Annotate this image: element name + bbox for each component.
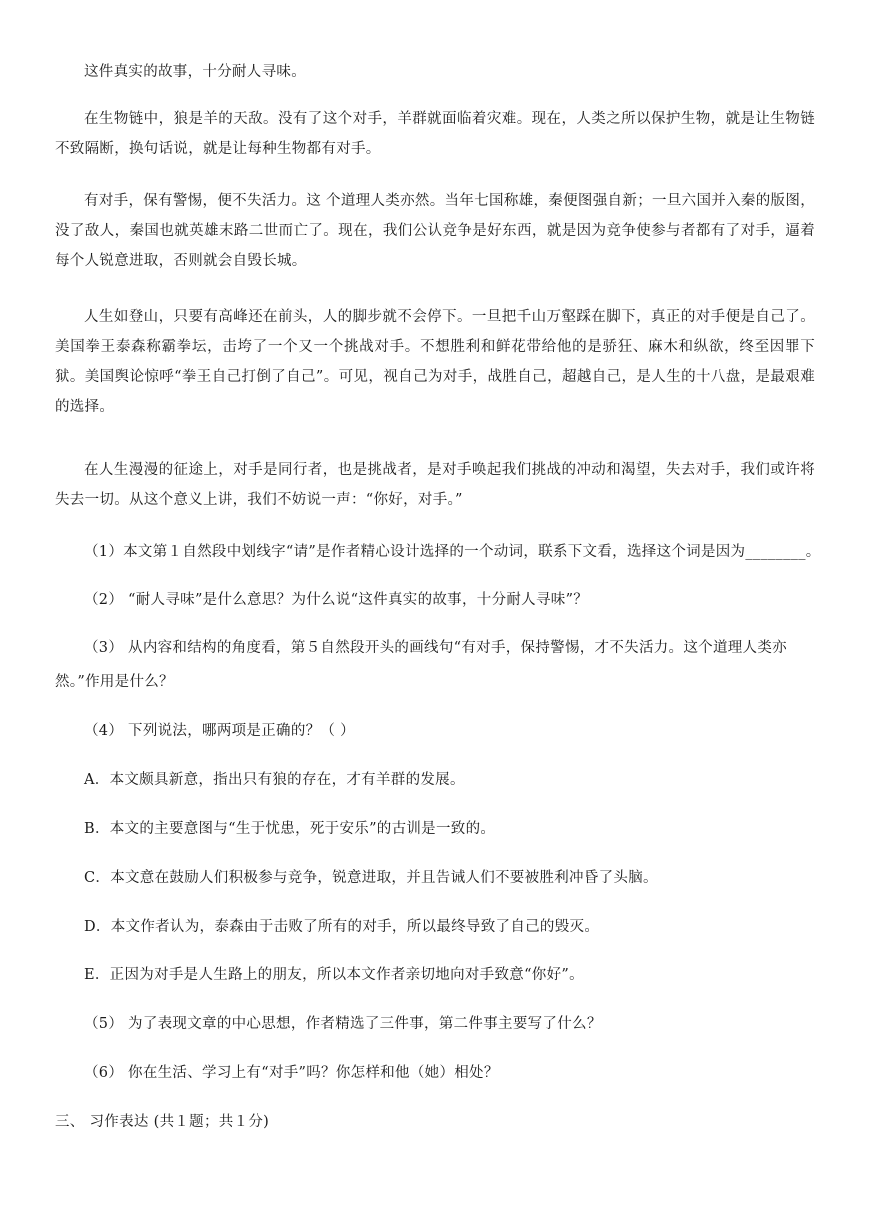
section-heading: 三、 习作表达 (共１题；共１分) <box>55 1114 270 1130</box>
question-3-line-1: （3） 从内容和结构的角度看，第５自然段开头的画线句“有对手，保持警惕，才不失活力。这个道理人类亦 <box>84 640 787 656</box>
passage-paragraph-1: 这件真实的故事，十分耐人寻味。 <box>84 64 306 80</box>
passage-paragraph-2: 在生物链中，狼是羊的天敌。没有了这个对手，羊群就面临着灾难。现在，人类之所以保护生物，就是让生物链不致隔断，换句话说，就是让每种生物都有对手。 <box>55 111 815 157</box>
option-e: E．正因为对手是人生路上的朋友，所以本文作者亲切地向对手致意“你好”。 <box>84 967 584 983</box>
question-2: （2） “耐人寻味”是什么意思？为什么说“这件真实的故事，十分耐人寻味”？ <box>84 592 589 608</box>
question-4: （4） 下列说法，哪两项是正确的？（ ） <box>84 723 355 739</box>
question-6: （6） 你在生活、学习上有“对手”吗？你怎样和他（她）相处？ <box>84 1065 499 1081</box>
option-a: A．本文颇具新意，指出只有狼的存在，才有羊群的发展。 <box>84 772 465 788</box>
question-1: （1）本文第１自然段中划线字“请”是作者精心设计选择的一个动词，联系下文看，选择这个词是因为________。 <box>84 544 821 560</box>
question-5: （5） 为了表现文章的中心思想，作者精选了三件事，第二件事主要写了什么？ <box>84 1016 602 1032</box>
passage-paragraph-4: 人生如登山，只要有高峰还在前头，人的脚步就不会停下。一旦把千山万壑踩在脚下，真正的对手便是自己了。美国拳王泰森称霸拳坛，击垮了一个又一个挑战对手。不想胜利和鲜花带给他的是骄狂、麻木和纵欲，终至因罪下狱。美国舆论惊呼“拳王自己打倒了自己”。可见，视自己为对手，战胜自己，超越自己，是人生的十八盘，是最艰难的选择。 <box>55 309 815 415</box>
passage-paragraph-5: 在人生漫漫的征途上，对手是同行者，也是挑战者，是对手唤起我们挑战的冲动和渴望，失去对手，我们或许将失去一切。从这个意义上讲，我们不妨说一声：“你好，对手。” <box>55 462 815 508</box>
option-d: D．本文作者认为，泰森由于击败了所有的对手，所以最终导致了自己的毁灭。 <box>84 919 600 935</box>
question-3-line-2: 然。”作用是什么？ <box>55 674 174 690</box>
option-c: C．本文意在鼓励人们积极参与竞争，锐意进取，并且告诫人们不要被胜利冲昏了头脑。 <box>84 870 658 886</box>
passage-paragraph-3: 有对手，保有警惕，便不失活力。这 个道理人类亦然。当年七国称雄，秦便图强自新；一旦六国并入秦的版图，没了敌人，秦国也就英雄末路二世而亡了。现在，我们公认竞争是好东西，就是因为竞争使参与者都有了对手，逼着每个人锐意进取，否则就会自毁长城。 <box>55 193 815 269</box>
option-b: B．本文的主要意图与“生于忧患，死于安乐”的古训是一致的。 <box>84 821 496 837</box>
